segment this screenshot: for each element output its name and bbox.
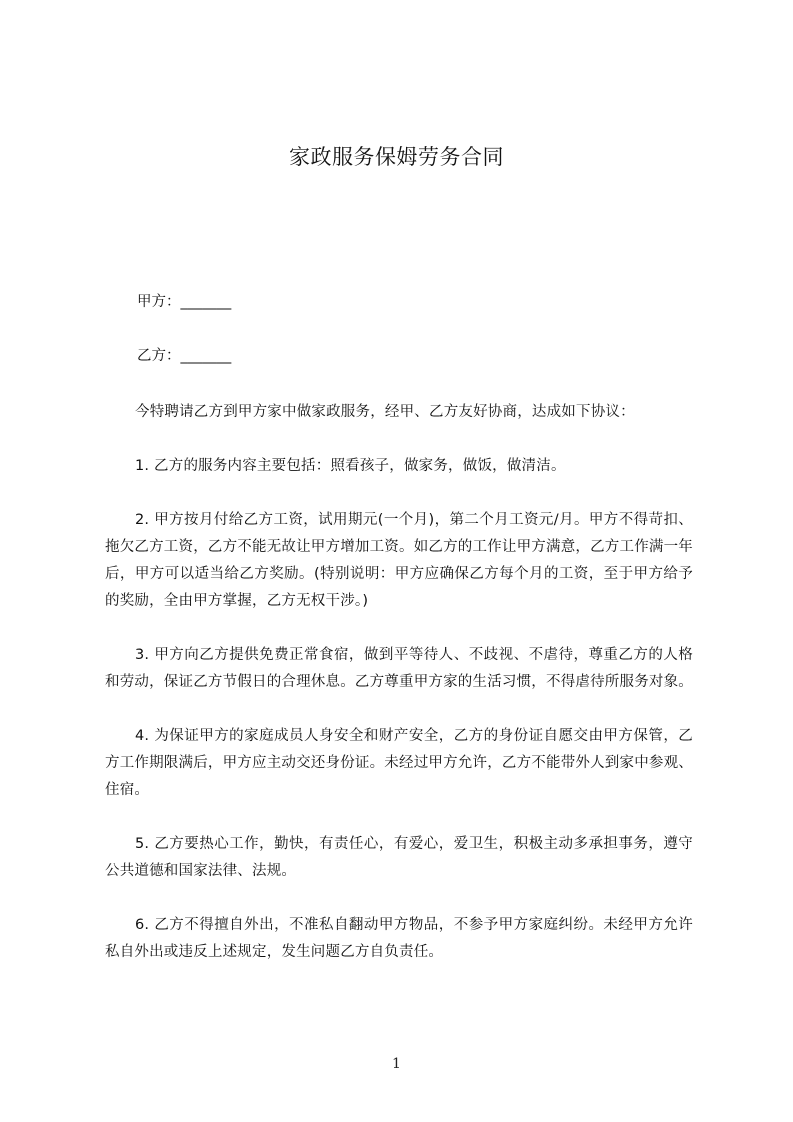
party-b-label: 乙方： xyxy=(137,348,181,364)
party-a-label: 甲方： xyxy=(137,294,181,310)
page-number: 1 xyxy=(392,1056,401,1072)
intro-paragraph: 今特聘请乙方到甲方家中做家政服务，经甲、乙方友好协商，达成如下协议： xyxy=(135,404,635,420)
clause-5: 5. 乙方要热心工作，勤快，有责任心，有爱心，爱卫生，积极主动多承担事务，遵守公共道德和国家法律、法规。 xyxy=(105,836,693,879)
clause-4: 4. 为保证甲方的家庭成员人身安全和财产安全，乙方的身份证自愿交由甲方保管，乙方工作期限满后，甲方应主动交还身份证。未经过甲方允许，乙方不能带外人到家中参观、住宿。 xyxy=(105,728,693,798)
clause-6: 6. 乙方不得擅自外出，不准私自翻动甲方物品，不参予甲方家庭纠纷。未经甲方允许私自外出或违反上述规定，发生问题乙方自负责任。 xyxy=(105,917,693,960)
clause-3: 3. 甲方向乙方提供免费正常食宿，做到平等待人、不歧视、不虐待，尊重乙方的人格和劳动，保证乙方节假日的合理休息。乙方尊重甲方家的生活习惯，不得虐待所服务对象。 xyxy=(105,647,693,690)
party-b-blank: _______ xyxy=(180,348,232,364)
party-a-line xyxy=(137,292,231,312)
party-a-blank: _______ xyxy=(180,294,232,310)
clause-1: 1. 乙方的服务内容主要包括：照看孩子，做家务，做饭，做清洁。 xyxy=(135,458,566,474)
clause-2: 2. 甲方按月付给乙方工资，试用期元(一个月)，第二个月工资元/月。甲方不得苛扣、拖欠乙方工资，乙方不能无故让甲方增加工资。如乙方的工作让甲方满意，乙方工作满一年后，甲方可以适当给乙方奖励。(特别说明：甲方应确保乙方每个月的工资，至于甲方给予的奖励，全由甲方掌握，乙方无权干涉。) xyxy=(105,512,693,609)
party-b-line xyxy=(137,346,231,366)
contract-body xyxy=(105,399,693,993)
document-title: 家政服务保姆劳务合同 xyxy=(289,145,504,169)
